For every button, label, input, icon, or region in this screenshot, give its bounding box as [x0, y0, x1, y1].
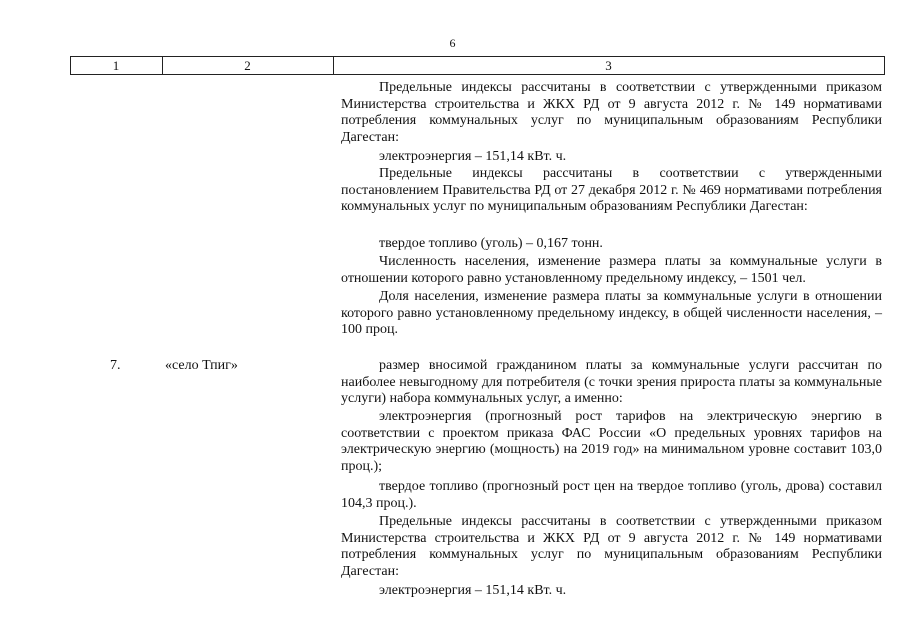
paragraph: Предельные индексы рассчитаны в соответствии с утвержденными постановлением Правительства РД от 27 декабря 2012 г. № 469 нормативами потребления коммунальных услуг по муниципальным образованиям Республики Дагестан: — [341, 166, 882, 214]
page-number: 6 — [449, 36, 456, 50]
row-number: 7. — [110, 358, 121, 373]
paragraph: размер вносимой гражданином платы за коммунальные услуги рассчитан по наиболее невыгодному для потребителя (с точки зрения прироста платы за коммунальные услуги) набора коммунальных услуг, а именно: — [341, 358, 882, 406]
paragraph: Предельные индексы рассчитаны в соответствии с утвержденными приказом Министерства строительства и ЖКХ РД от 9 августа 2012 г. № 149 нормативами потребления коммунальных услуг по муниципальным образованиям Республики Дагестан: — [341, 514, 882, 579]
paragraph: твердое топливо (прогнозный рост цен на твердое топливо (уголь, дрова) составил 104,3 проц.). — [341, 479, 882, 511]
header-divider — [884, 57, 885, 74]
paragraph: твердое топливо (уголь) – 0,167 тонн. — [379, 236, 603, 251]
header-col-1: 1 — [112, 58, 120, 73]
paragraph: электроэнергия – 151,14 кВт. ч. — [379, 149, 567, 164]
settlement-name: «село Тпиг» — [165, 358, 238, 373]
paragraph: Доля населения, изменение размера платы за коммунальные услуги в отношении которого равно установленному предельному индексу, в общей численности населения, – 100 проц. — [341, 289, 882, 337]
paragraph: Предельные индексы рассчитаны в соответствии с утвержденными приказом Министерства строительства и ЖКХ РД от 9 августа 2012 г. № 149 нормативами потребления коммунальных услуг по муниципальным образованиям Республики Дагестан: — [341, 80, 882, 145]
header-bottom-border — [70, 74, 885, 75]
header-col-2: 2 — [244, 58, 251, 73]
header-col-3: 3 — [605, 58, 612, 73]
paragraph: электроэнергия (прогнозный рост тарифов на электрическую энергию в соответствии с проектом приказа ФАС России «О предельных уровнях тарифов на электрическую энергию (мощность) на 2019 год» на минимальном уровне составит 103,0 проц.); — [341, 409, 882, 474]
paragraph: Численность населения, изменение размера платы за коммунальные услуги в отношении которого равно установленному предельному индексу, – 1501 чел. — [341, 254, 882, 286]
paragraph: электроэнергия – 151,14 кВт. ч. — [379, 583, 567, 598]
